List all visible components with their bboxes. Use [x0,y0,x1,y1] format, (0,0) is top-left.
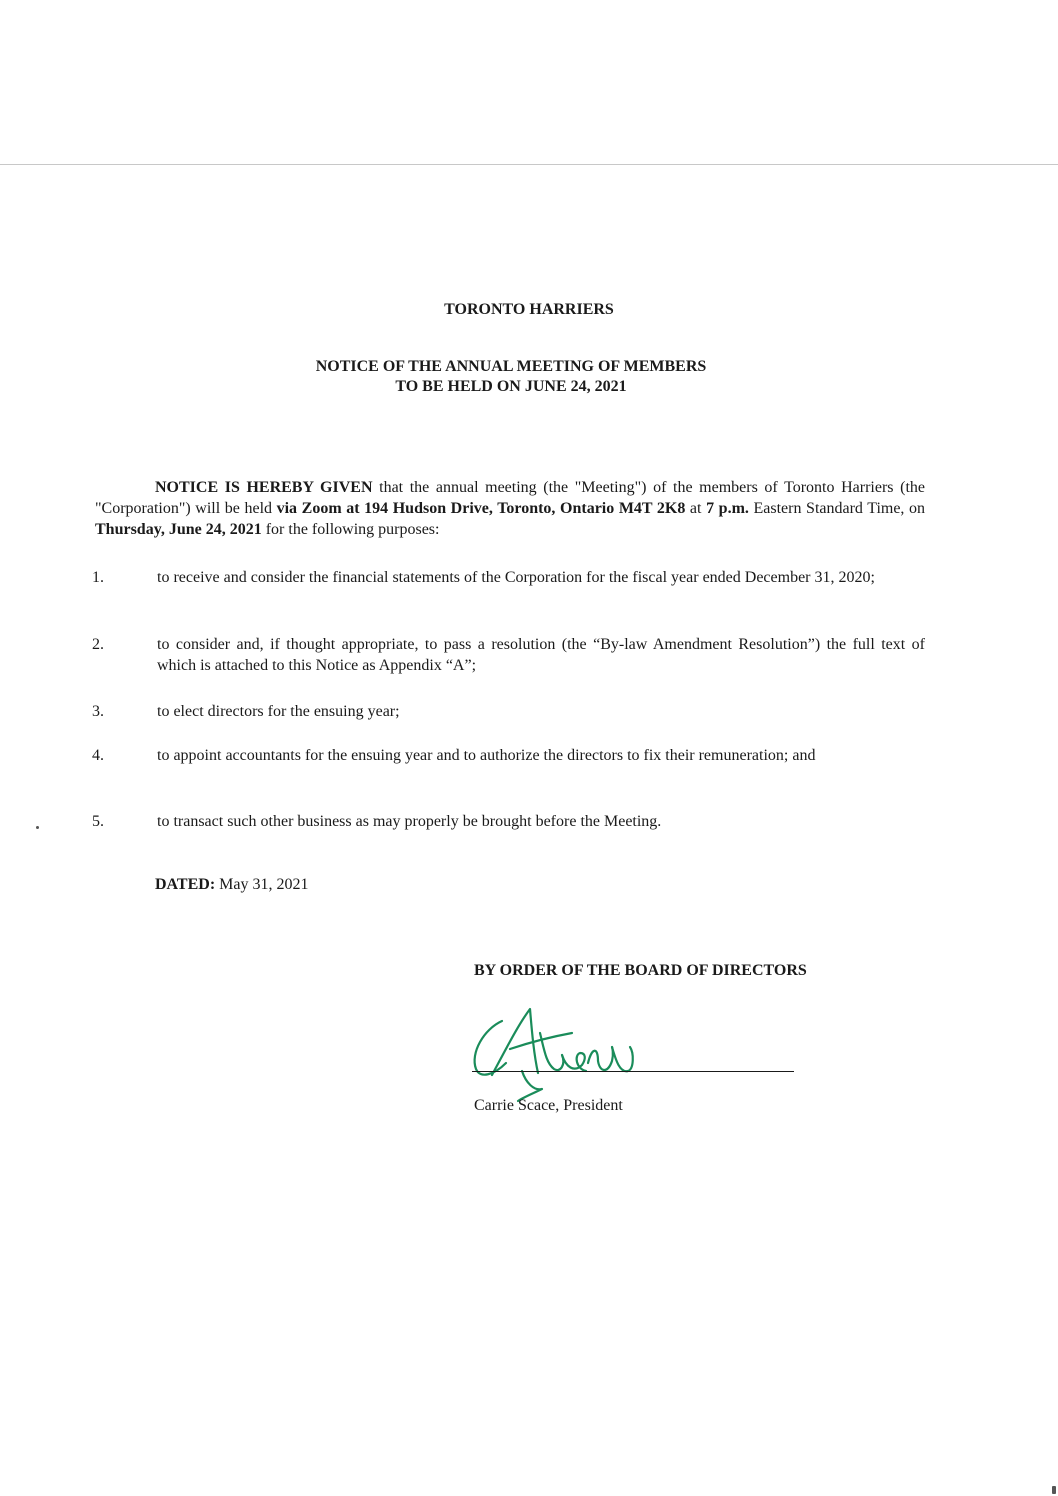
dated-line [155,876,308,894]
intro-part-3: Eastern Standard Time, on [748,500,926,517]
agenda-item-3 [92,701,925,722]
agenda-item-number: 2. [92,636,104,653]
agenda-item-1 [92,567,925,588]
agenda-item-text: to appoint accountants for the ensuing year and to authorize the directors to fix their remuneration; and [157,747,816,764]
notice-title [0,357,1022,397]
intro-lead: NOTICE IS HEREBY GIVEN [155,479,373,496]
signer-name: Carrie Scace, President [474,1097,623,1114]
agenda-item-4 [92,745,925,766]
scan-edge-line [0,164,1058,165]
intro-part-2: at [685,500,707,517]
meeting-date: Thursday, June 24, 2021 [95,521,262,538]
agenda-item-5 [92,811,925,832]
agenda-item-text: to receive and consider the financial statements of the Corporation for the fiscal year ended December 31, 2020; [157,569,875,586]
signature-line [472,1071,794,1072]
intro-part-4: for the following purposes: [261,521,440,538]
agenda-item-number: 4. [92,747,104,764]
agenda-item-text: to consider and, if thought appropriate, to pass a resolution (the “By-law Amendment Resolution”) the full text of which is attached to this Notice as Appendix “A”; [157,636,925,674]
agenda-item-number: 3. [92,703,104,720]
organization-title: TORONTO HARRIERS [444,301,614,318]
agenda-item-2 [92,634,925,676]
scan-speck [36,826,39,829]
intro-part-1: that the annual meeting (the "Meeting") of the members of Toronto Harriers (the "Corporation") will be held [95,479,926,517]
meeting-time: 7 p.m. [706,500,749,517]
agenda-item-number: 1. [92,569,104,586]
dated-label: DATED: [155,876,216,893]
agenda-item-number: 5. [92,813,104,830]
intro-paragraph [95,477,925,540]
signature-strokes [475,1009,633,1101]
notice-title-line-2: TO BE HELD ON JUNE 24, 2021 [395,378,627,395]
scan-speck [1052,1486,1056,1494]
meeting-location: via Zoom at 194 Hudson Drive, Toronto, Ontario M4T 2K8 [276,500,686,517]
dated-value: May 31, 2021 [219,876,309,893]
agenda-item-text: to elect directors for the ensuing year; [157,703,400,720]
agenda-item-text: to transact such other business as may properly be brought before the Meeting. [157,813,662,830]
by-order-heading: BY ORDER OF THE BOARD OF DIRECTORS [474,962,807,979]
notice-title-line-1: NOTICE OF THE ANNUAL MEETING OF MEMBERS [315,358,707,375]
signature-image [462,1003,652,1103]
